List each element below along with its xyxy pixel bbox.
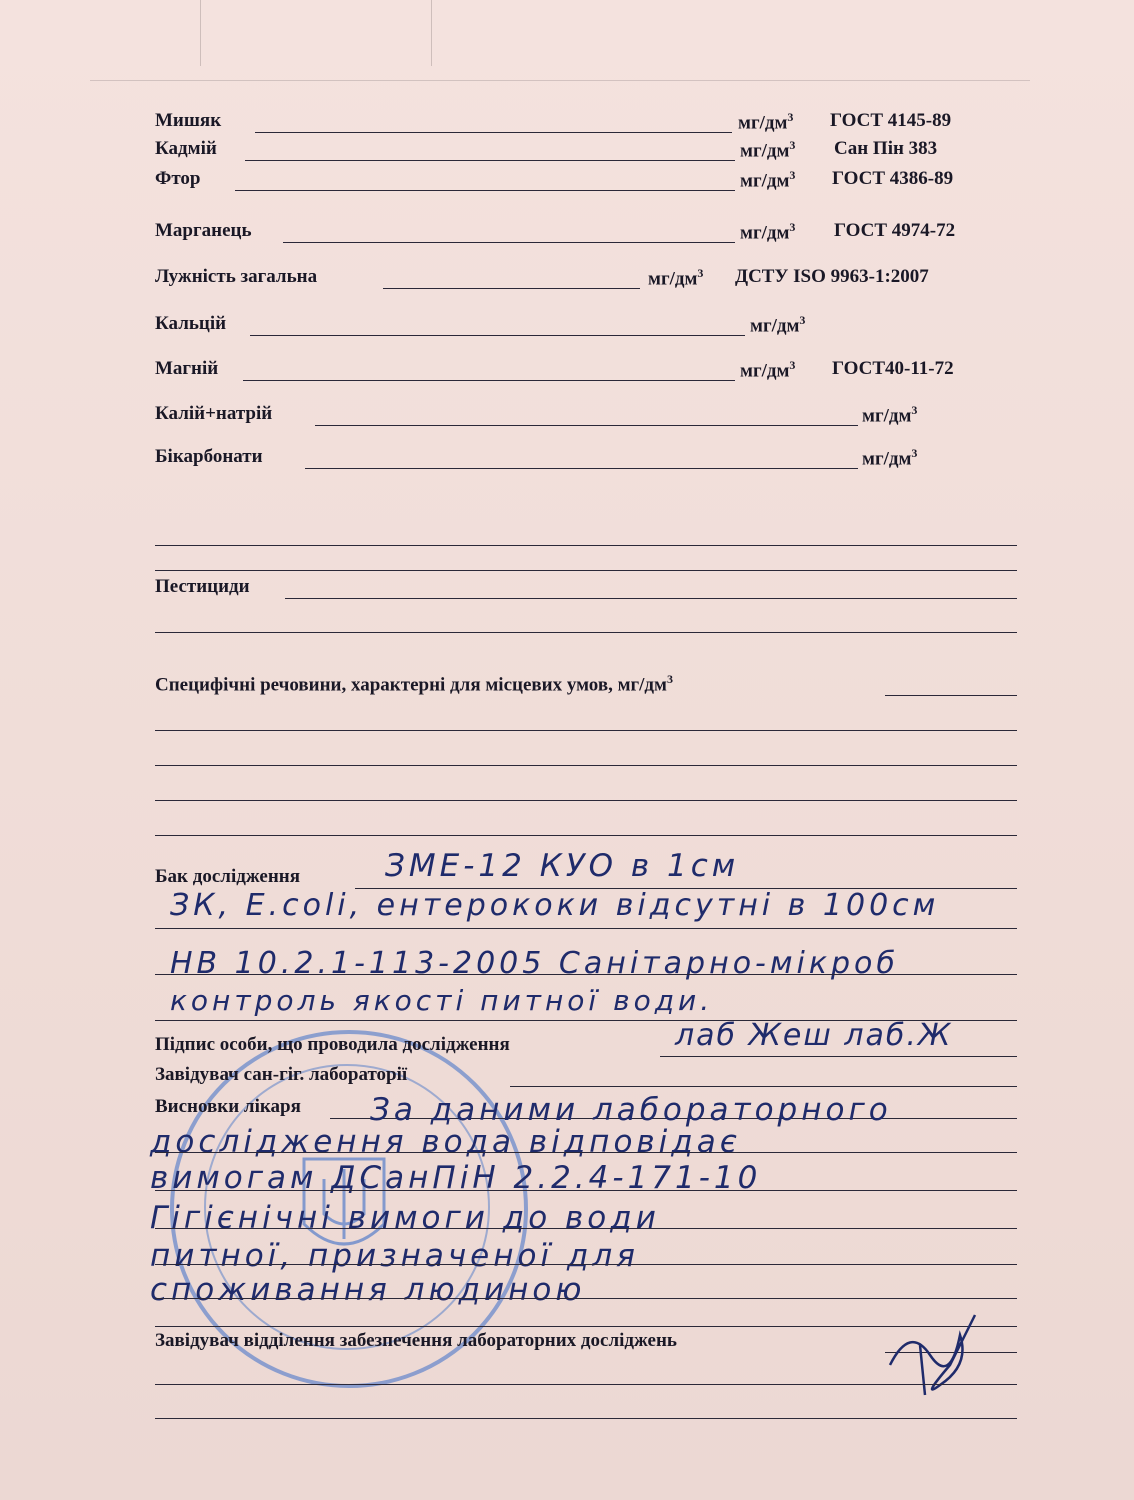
row-standard: Сан Пін 383: [834, 138, 938, 159]
row-unit: $мг/дм^3$: [740, 138, 796, 162]
head-lab-label: Завідувач сан-гіг. лабораторії: [155, 1064, 408, 1085]
pesticides-line: [285, 598, 1017, 599]
bak-label: Бак дослідження: [155, 866, 300, 887]
blank-line: [155, 1228, 1017, 1229]
bak-handwritten-line-1: ЗМЕ-12 КУО в 1см: [385, 848, 740, 884]
row-label: Кадмій: [155, 138, 217, 159]
row-value-line: [235, 190, 735, 191]
signature-handwritten: лаб Жеш лаб.Ж: [675, 1018, 953, 1053]
row-unit: $мг/дм^3$: [648, 266, 704, 290]
signature-label: Підпис особи, що проводила дослідження: [155, 1034, 510, 1055]
blank-line: [155, 545, 1017, 546]
specific-line: [885, 695, 1017, 696]
row-label: Мишяк: [155, 110, 222, 131]
row-standard: ГОСТ 4386-89: [832, 168, 954, 189]
row-label: Кальцій: [155, 313, 227, 334]
row-standard: ГОСТ40-11-72: [832, 358, 954, 379]
blank-line: [155, 765, 1017, 766]
row-unit: $мг/дм^3$: [750, 313, 806, 337]
blank-line: [155, 730, 1017, 731]
blank-line: [155, 928, 1017, 929]
row-value-line: [255, 132, 732, 133]
conclusion-handwritten-line-5: питної, призначеної для: [150, 1238, 639, 1274]
specific-substances-label: Специфічні речовини, характерні для місцевих умов, $мг/дм^3$: [155, 672, 673, 696]
conclusion-handwritten-line-4: Гігієнічні вимоги до води: [150, 1200, 660, 1236]
pesticides-label: Пестициди: [155, 576, 250, 597]
row-value-line: [283, 242, 735, 243]
head-dept-label: Завідувач відділення забезпечення лабораторних досліджень: [155, 1330, 677, 1351]
blank-line: [155, 1384, 1017, 1385]
blank-line: [155, 974, 1017, 975]
conclusion-handwritten-line-1: За даними лабораторного: [370, 1092, 892, 1128]
row-standard: ГОСТ 4974-72: [834, 220, 956, 241]
row-standard: ГОСТ 4145-89: [830, 110, 952, 131]
row-unit: $мг/дм^3$: [738, 110, 794, 134]
signature-line: [660, 1056, 1017, 1057]
row-label: Магній: [155, 358, 219, 379]
conclusion-handwritten-line-6: споживання людиною: [150, 1272, 586, 1308]
blank-line: [155, 1264, 1017, 1265]
row-unit: $мг/дм^3$: [740, 168, 796, 192]
head-dept-signature: [880, 1305, 990, 1405]
row-value-line: [250, 335, 745, 336]
blank-line: [155, 1190, 1017, 1191]
row-label: Калій+натрій: [155, 403, 273, 424]
row-value-line: [245, 160, 735, 161]
row-label: Лужність загальна: [155, 266, 318, 287]
row-value-line: [383, 288, 640, 289]
bleed-through-header: [90, 0, 1030, 81]
blank-line: [155, 632, 1017, 633]
row-unit: $мг/дм^3$: [862, 403, 918, 427]
conclusion-label: Висновки лікаря: [155, 1096, 301, 1117]
row-unit: $мг/дм^3$: [740, 220, 796, 244]
conclusion-handwritten-line-2: дослідження вода відповідає: [150, 1124, 741, 1160]
bak-handwritten-line-2: ЗК, E.coli, ентерококи відсутні в 100см: [170, 888, 940, 923]
row-label: Фтор: [155, 168, 201, 189]
blank-line: [155, 800, 1017, 801]
row-unit: $мг/дм^3$: [862, 446, 918, 470]
bak-handwritten-line-4: контроль якості питної води.: [170, 984, 714, 1017]
blank-line: [155, 1418, 1017, 1419]
conclusion-handwritten-line-3: вимогам ДСанПіН 2.2.4-171-10: [150, 1160, 762, 1196]
row-label: Бікарбонати: [155, 446, 263, 467]
row-unit: $мг/дм^3$: [740, 358, 796, 382]
row-label: Марганець: [155, 220, 252, 241]
bak-handwritten-line-3: НВ 10.2.1-113-2005 Санітарно-мікроб: [170, 946, 899, 981]
blank-line: [155, 1298, 1017, 1299]
blank-line: [155, 835, 1017, 836]
row-value-line: [305, 468, 858, 469]
head-lab-line: [510, 1086, 1017, 1087]
row-value-line: [315, 425, 858, 426]
blank-line: [155, 1152, 1017, 1153]
row-value-line: [243, 380, 735, 381]
row-standard: ДСТУ ISO 9963-1:2007: [735, 266, 929, 287]
blank-line: [155, 570, 1017, 571]
